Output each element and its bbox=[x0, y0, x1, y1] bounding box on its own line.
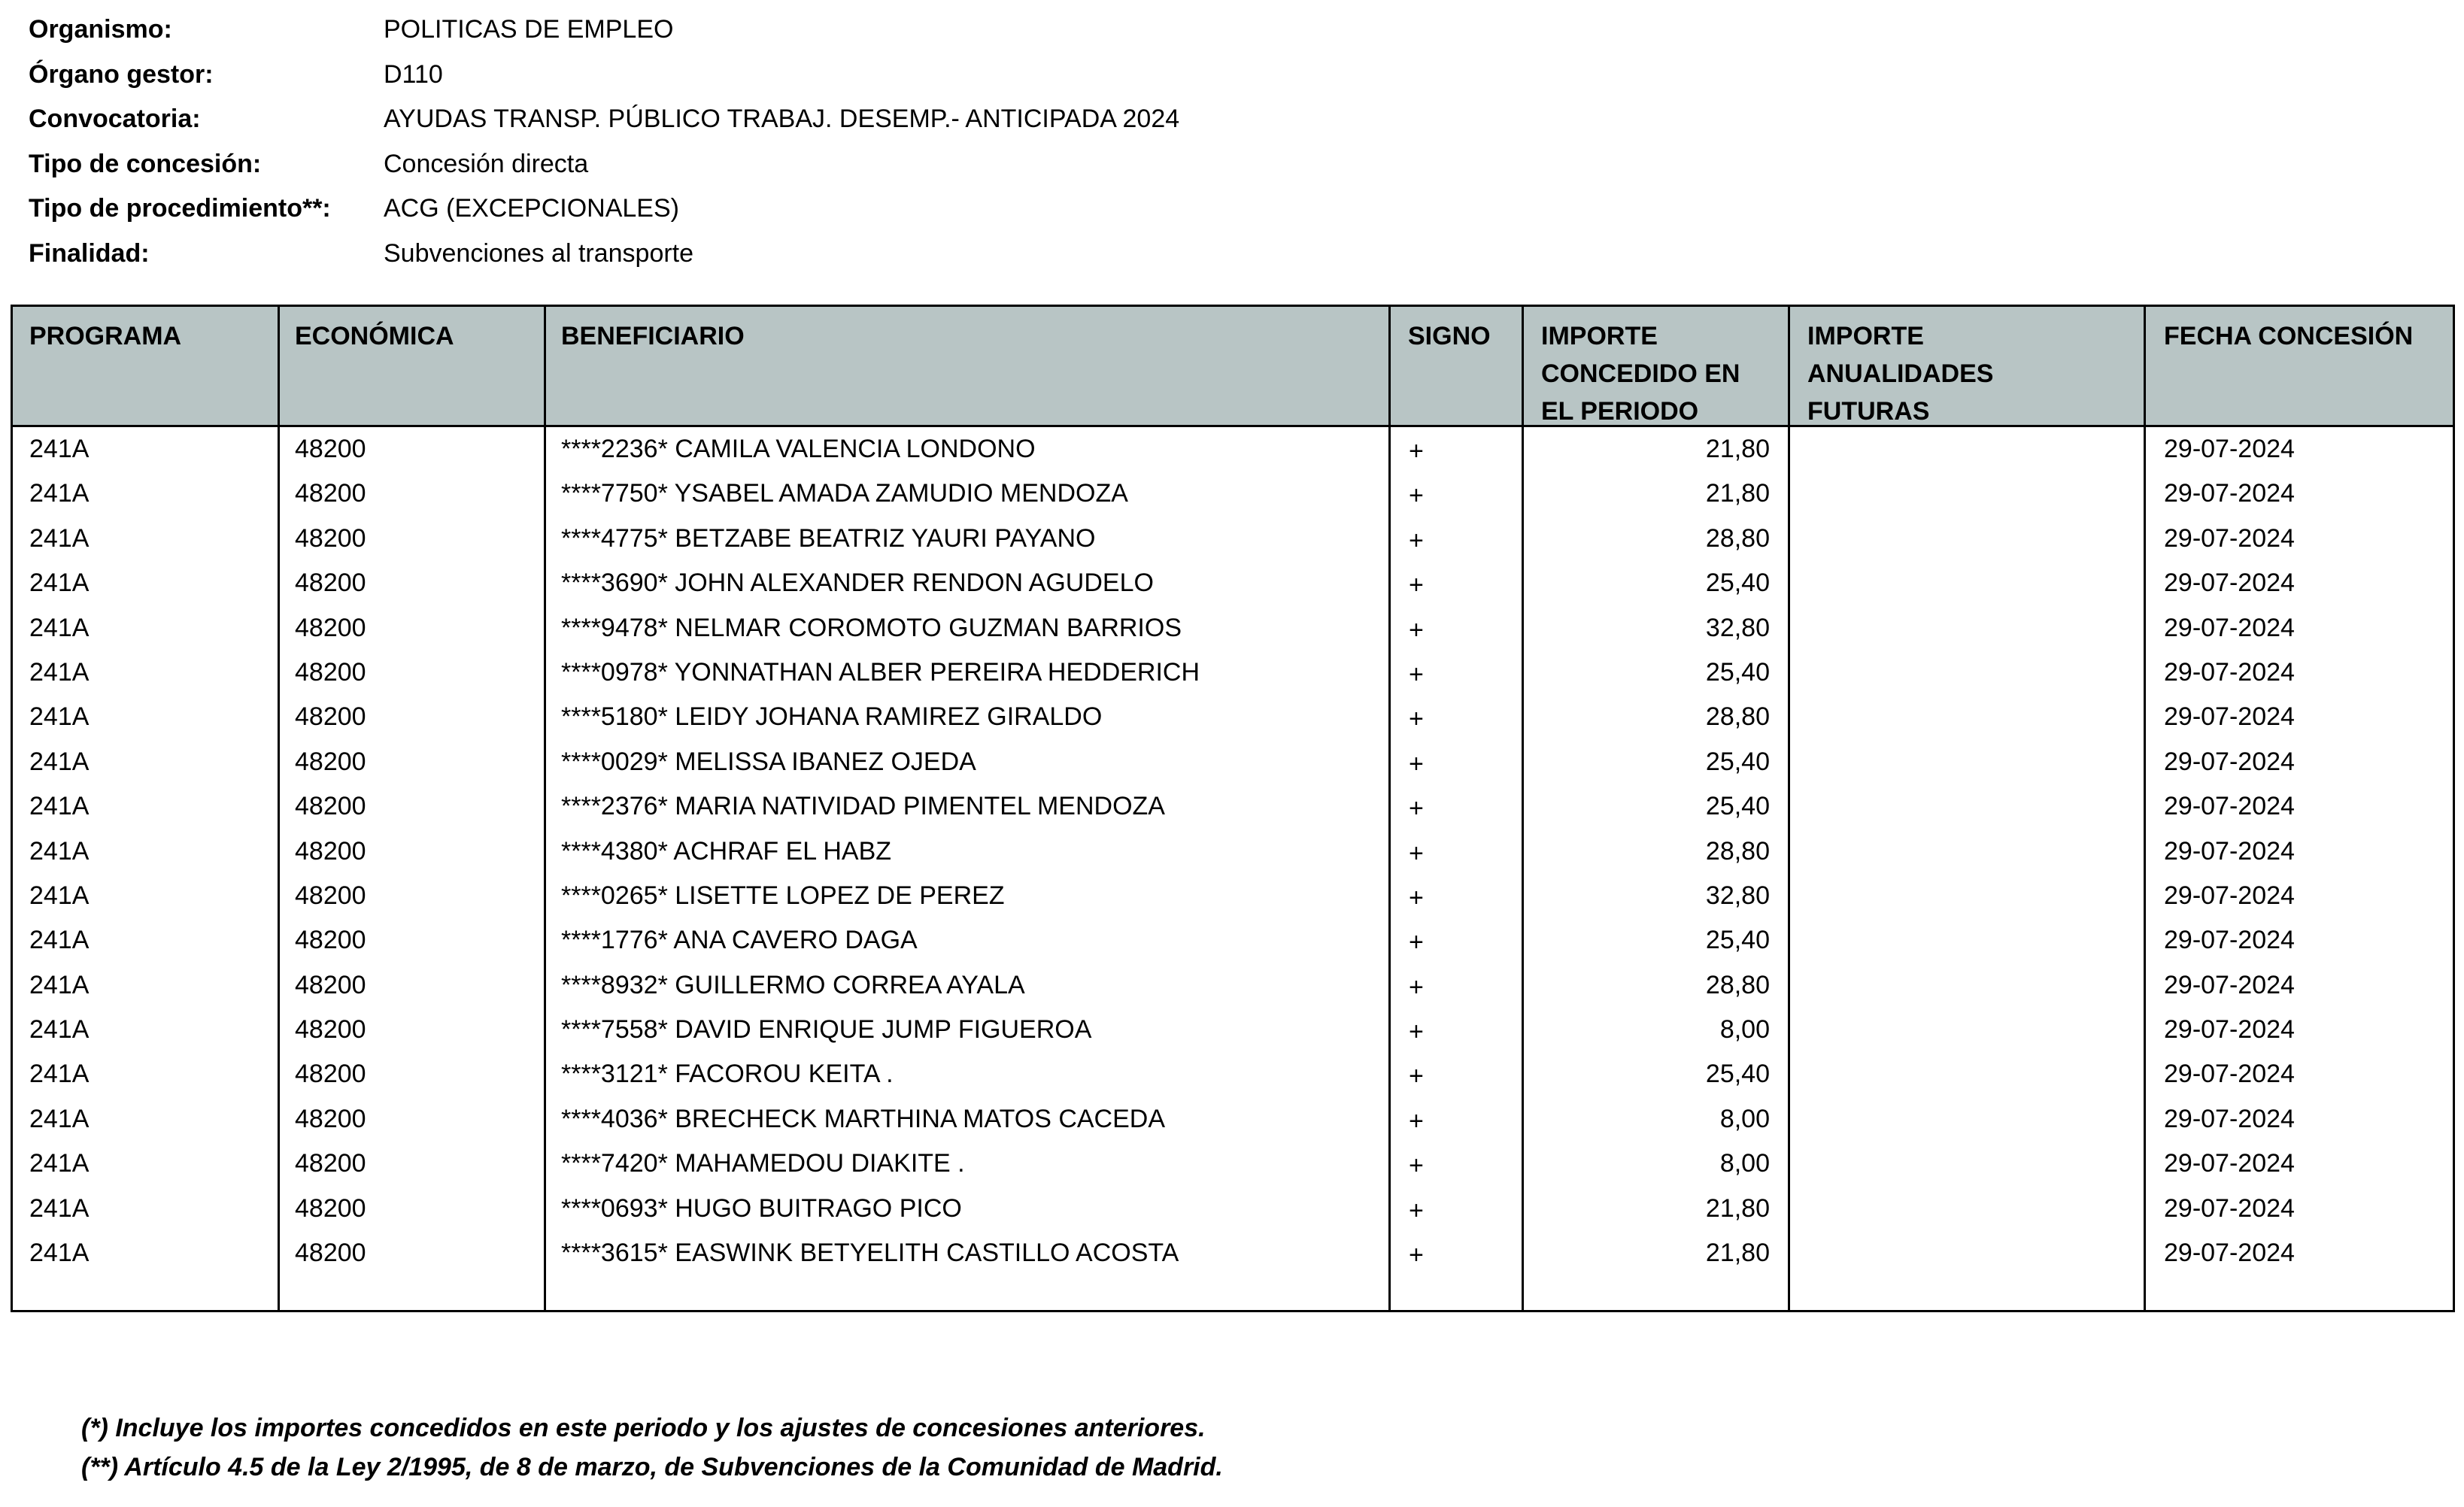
cell-beneficiario: ****0978* YONNATHAN ALBER PEREIRA HEDDERICH bbox=[561, 657, 1200, 687]
table-row bbox=[13, 695, 2453, 739]
cell-beneficiario: ****3690* JOHN ALEXANDER RENDON AGUDELO bbox=[561, 569, 1154, 598]
cell-beneficiario: ****9478* NELMAR COROMOTO GUZMAN BARRIOS bbox=[561, 613, 1182, 642]
cell-programa: 241A bbox=[29, 792, 90, 821]
meta-value: AYUDAS TRANSP. PÚBLICO TRABAJ. DESEMP.- ANTICIPADA 2024 bbox=[384, 105, 1180, 133]
cell-importe-concedido: 32,80 bbox=[1705, 881, 1770, 910]
cell-fecha-concesion: 29-07-2024 bbox=[2164, 435, 2295, 463]
cell-fecha-concesion: 29-07-2024 bbox=[2164, 926, 2295, 955]
meta-value: D110 bbox=[384, 59, 443, 89]
meta-label: Convocatoria: bbox=[29, 105, 201, 133]
column-header-economica: ECONÓMICA bbox=[295, 322, 454, 350]
cell-beneficiario: ****3121* FACOROU KEITA . bbox=[561, 1060, 894, 1089]
meta-row-tipo-procedimiento bbox=[29, 191, 1533, 236]
cell-beneficiario: ****7420* MAHAMEDOU DIAKITE . bbox=[561, 1149, 965, 1178]
table-row bbox=[13, 650, 2453, 695]
cell-fecha-concesion: 29-07-2024 bbox=[2164, 479, 2295, 508]
meta-value: Concesión directa bbox=[384, 149, 589, 178]
cell-fecha-concesion: 29-07-2024 bbox=[2164, 1015, 2295, 1045]
cell-programa: 241A bbox=[29, 926, 90, 955]
cell-fecha-concesion: 29-07-2024 bbox=[2164, 1060, 2295, 1089]
column-header-programa: PROGRAMA bbox=[29, 322, 182, 350]
cell-importe-concedido: 25,40 bbox=[1705, 792, 1770, 821]
cell-signo: + bbox=[1409, 883, 1424, 912]
cell-beneficiario: ****0265* LISETTE LOPEZ DE PEREZ bbox=[561, 881, 1005, 910]
table-row bbox=[13, 517, 2453, 561]
meta-row-organismo bbox=[29, 12, 1533, 57]
cell-programa: 241A bbox=[29, 569, 90, 598]
column-header-importe-concedido: IMPORTE CONCEDIDO EN EL PERIODO bbox=[1541, 322, 1740, 426]
meta-value: ACG (EXCEPCIONALES) bbox=[384, 194, 679, 223]
cell-programa: 241A bbox=[29, 1193, 90, 1223]
cell-beneficiario: ****2376* MARIA NATIVIDAD PIMENTEL MENDOZA bbox=[561, 792, 1165, 821]
cell-fecha-concesion: 29-07-2024 bbox=[2164, 881, 2295, 910]
table-row bbox=[13, 1097, 2453, 1142]
cell-economica: 48200 bbox=[295, 702, 366, 732]
cell-programa: 241A bbox=[29, 657, 90, 687]
cell-economica: 48200 bbox=[295, 523, 366, 553]
column-header-signo: SIGNO bbox=[1408, 322, 1491, 350]
cell-importe-concedido: 21,80 bbox=[1705, 435, 1770, 463]
cell-economica: 48200 bbox=[295, 836, 366, 866]
cell-signo: + bbox=[1409, 928, 1424, 957]
cell-fecha-concesion: 29-07-2024 bbox=[2164, 1239, 2295, 1268]
cell-beneficiario: ****8932* GUILLERMO CORREA AYALA bbox=[561, 970, 1025, 999]
meta-row-tipo-concesion bbox=[29, 147, 1533, 192]
meta-row-organo-gestor bbox=[29, 57, 1533, 102]
table-row bbox=[13, 561, 2453, 605]
cell-beneficiario: ****5180* LEIDY JOHANA RAMIREZ GIRALDO bbox=[561, 702, 1103, 732]
table-row bbox=[13, 829, 2453, 874]
cell-signo: + bbox=[1409, 972, 1424, 1002]
cell-programa: 241A bbox=[29, 1239, 90, 1268]
cell-fecha-concesion: 29-07-2024 bbox=[2164, 970, 2295, 999]
meta-label: Órgano gestor: bbox=[29, 59, 214, 89]
cell-importe-concedido: 25,40 bbox=[1705, 926, 1770, 955]
cell-beneficiario: ****7750* YSABEL AMADA ZAMUDIO MENDOZA bbox=[561, 479, 1128, 508]
meta-row-finalidad bbox=[29, 236, 1533, 281]
table-row bbox=[13, 427, 2453, 472]
cell-beneficiario: ****1776* ANA CAVERO DAGA bbox=[561, 926, 918, 955]
cell-signo: + bbox=[1409, 838, 1424, 868]
cell-programa: 241A bbox=[29, 1060, 90, 1089]
meta-value: Subvenciones al transporte bbox=[384, 238, 694, 268]
table-row bbox=[13, 963, 2453, 1008]
cell-signo: + bbox=[1409, 1241, 1424, 1270]
footnote: (**) Artículo 4.5 de la Ley 2/1995, de 8 de marzo, de Subvenciones de la Comunidad de Madrid. bbox=[81, 1453, 1223, 1481]
cell-economica: 48200 bbox=[295, 926, 366, 955]
cell-signo: + bbox=[1409, 437, 1424, 465]
table-row bbox=[13, 918, 2453, 963]
cell-importe-concedido: 28,80 bbox=[1705, 970, 1770, 999]
cell-economica: 48200 bbox=[295, 1015, 366, 1045]
cell-economica: 48200 bbox=[295, 1239, 366, 1268]
table-header bbox=[13, 307, 2453, 427]
cell-signo: + bbox=[1409, 794, 1424, 823]
cell-programa: 241A bbox=[29, 702, 90, 732]
cell-programa: 241A bbox=[29, 613, 90, 642]
table-row bbox=[13, 1008, 2453, 1052]
cell-programa: 241A bbox=[29, 747, 90, 776]
cell-fecha-concesion: 29-07-2024 bbox=[2164, 1104, 2295, 1133]
grants-table bbox=[11, 305, 2455, 1312]
table-row bbox=[13, 472, 2453, 516]
table-row bbox=[13, 874, 2453, 918]
footnote: (*) Incluye los importes concedidos en este periodo y los ajustes de concesiones anteriores. bbox=[81, 1414, 1206, 1442]
table-row bbox=[13, 1231, 2453, 1275]
cell-beneficiario: ****3615* EASWINK BETYELITH CASTILLO ACOSTA bbox=[561, 1239, 1179, 1268]
table-row bbox=[13, 784, 2453, 829]
cell-importe-concedido: 21,80 bbox=[1705, 1239, 1770, 1268]
cell-economica: 48200 bbox=[295, 435, 366, 463]
cell-fecha-concesion: 29-07-2024 bbox=[2164, 523, 2295, 553]
cell-programa: 241A bbox=[29, 523, 90, 553]
cell-fecha-concesion: 29-07-2024 bbox=[2164, 702, 2295, 732]
meta-value: POLITICAS DE EMPLEO bbox=[384, 15, 674, 44]
cell-signo: + bbox=[1409, 1017, 1424, 1047]
cell-economica: 48200 bbox=[295, 970, 366, 999]
cell-signo: + bbox=[1409, 571, 1424, 600]
cell-fecha-concesion: 29-07-2024 bbox=[2164, 657, 2295, 687]
cell-importe-concedido: 32,80 bbox=[1705, 613, 1770, 642]
cell-fecha-concesion: 29-07-2024 bbox=[2164, 569, 2295, 598]
cell-fecha-concesion: 29-07-2024 bbox=[2164, 792, 2295, 821]
cell-programa: 241A bbox=[29, 435, 90, 463]
cell-beneficiario: ****4775* BETZABE BEATRIZ YAURI PAYANO bbox=[561, 523, 1096, 553]
cell-economica: 48200 bbox=[295, 569, 366, 598]
cell-importe-concedido: 28,80 bbox=[1705, 523, 1770, 553]
cell-signo: + bbox=[1409, 1106, 1424, 1136]
cell-importe-concedido: 21,80 bbox=[1705, 479, 1770, 508]
cell-signo: + bbox=[1409, 481, 1424, 511]
cell-signo: + bbox=[1409, 660, 1424, 689]
meta-label: Organismo: bbox=[29, 15, 172, 44]
cell-signo: + bbox=[1409, 1151, 1424, 1181]
cell-economica: 48200 bbox=[295, 479, 366, 508]
cell-fecha-concesion: 29-07-2024 bbox=[2164, 1193, 2295, 1223]
cell-importe-concedido: 25,40 bbox=[1705, 1060, 1770, 1089]
cell-programa: 241A bbox=[29, 479, 90, 508]
cell-fecha-concesion: 29-07-2024 bbox=[2164, 747, 2295, 776]
footnotes bbox=[81, 1408, 1223, 1487]
cell-economica: 48200 bbox=[295, 1149, 366, 1178]
cell-importe-concedido: 28,80 bbox=[1705, 702, 1770, 732]
cell-economica: 48200 bbox=[295, 657, 366, 687]
cell-economica: 48200 bbox=[295, 1193, 366, 1223]
table-row bbox=[13, 1187, 2453, 1231]
cell-beneficiario: ****0693* HUGO BUITRAGO PICO bbox=[561, 1193, 962, 1223]
cell-signo: + bbox=[1409, 526, 1424, 555]
cell-economica: 48200 bbox=[295, 881, 366, 910]
table-row bbox=[13, 606, 2453, 650]
column-header-beneficiario: BENEFICIARIO bbox=[561, 322, 745, 350]
cell-importe-concedido: 8,00 bbox=[1719, 1104, 1770, 1133]
meta-label: Tipo de concesión: bbox=[29, 149, 262, 178]
table-row bbox=[13, 740, 2453, 784]
cell-programa: 241A bbox=[29, 881, 90, 910]
table-body bbox=[13, 427, 2453, 1275]
cell-beneficiario: ****7558* DAVID ENRIQUE JUMP FIGUEROA bbox=[561, 1015, 1092, 1045]
cell-importe-concedido: 8,00 bbox=[1719, 1149, 1770, 1178]
cell-beneficiario: ****4036* BRECHECK MARTHINA MATOS CACEDA bbox=[561, 1104, 1166, 1133]
cell-fecha-concesion: 29-07-2024 bbox=[2164, 836, 2295, 866]
cell-signo: + bbox=[1409, 615, 1424, 644]
table-row bbox=[13, 1052, 2453, 1096]
table-row bbox=[13, 1142, 2453, 1186]
cell-importe-concedido: 8,00 bbox=[1719, 1015, 1770, 1045]
cell-programa: 241A bbox=[29, 1104, 90, 1133]
column-header-importe-futuras: IMPORTE ANUALIDADES FUTURAS bbox=[1807, 322, 1994, 426]
cell-signo: + bbox=[1409, 1196, 1424, 1225]
cell-importe-concedido: 25,40 bbox=[1705, 569, 1770, 598]
cell-signo: + bbox=[1409, 705, 1424, 734]
cell-signo: + bbox=[1409, 749, 1424, 778]
meta-row-convocatoria bbox=[29, 102, 1533, 147]
cell-importe-concedido: 28,80 bbox=[1705, 836, 1770, 866]
cell-fecha-concesion: 29-07-2024 bbox=[2164, 613, 2295, 642]
cell-fecha-concesion: 29-07-2024 bbox=[2164, 1149, 2295, 1178]
cell-economica: 48200 bbox=[295, 613, 366, 642]
cell-signo: + bbox=[1409, 1062, 1424, 1091]
cell-economica: 48200 bbox=[295, 747, 366, 776]
column-header-fecha-concesion: FECHA CONCESIÓN bbox=[2164, 322, 2414, 350]
grant-metadata bbox=[29, 12, 1533, 280]
cell-economica: 48200 bbox=[295, 1104, 366, 1133]
cell-importe-concedido: 25,40 bbox=[1705, 657, 1770, 687]
meta-label: Finalidad: bbox=[29, 238, 150, 268]
cell-programa: 241A bbox=[29, 836, 90, 866]
cell-beneficiario: ****0029* MELISSA IBANEZ OJEDA bbox=[561, 747, 976, 776]
cell-programa: 241A bbox=[29, 970, 90, 999]
cell-economica: 48200 bbox=[295, 792, 366, 821]
cell-programa: 241A bbox=[29, 1149, 90, 1178]
cell-beneficiario: ****4380* ACHRAF EL HABZ bbox=[561, 836, 892, 866]
cell-beneficiario: ****2236* CAMILA VALENCIA LONDONO bbox=[561, 435, 1036, 463]
cell-programa: 241A bbox=[29, 1015, 90, 1045]
cell-economica: 48200 bbox=[295, 1060, 366, 1089]
cell-importe-concedido: 25,40 bbox=[1705, 747, 1770, 776]
meta-label: Tipo de procedimiento**: bbox=[29, 194, 331, 223]
cell-importe-concedido: 21,80 bbox=[1705, 1193, 1770, 1223]
